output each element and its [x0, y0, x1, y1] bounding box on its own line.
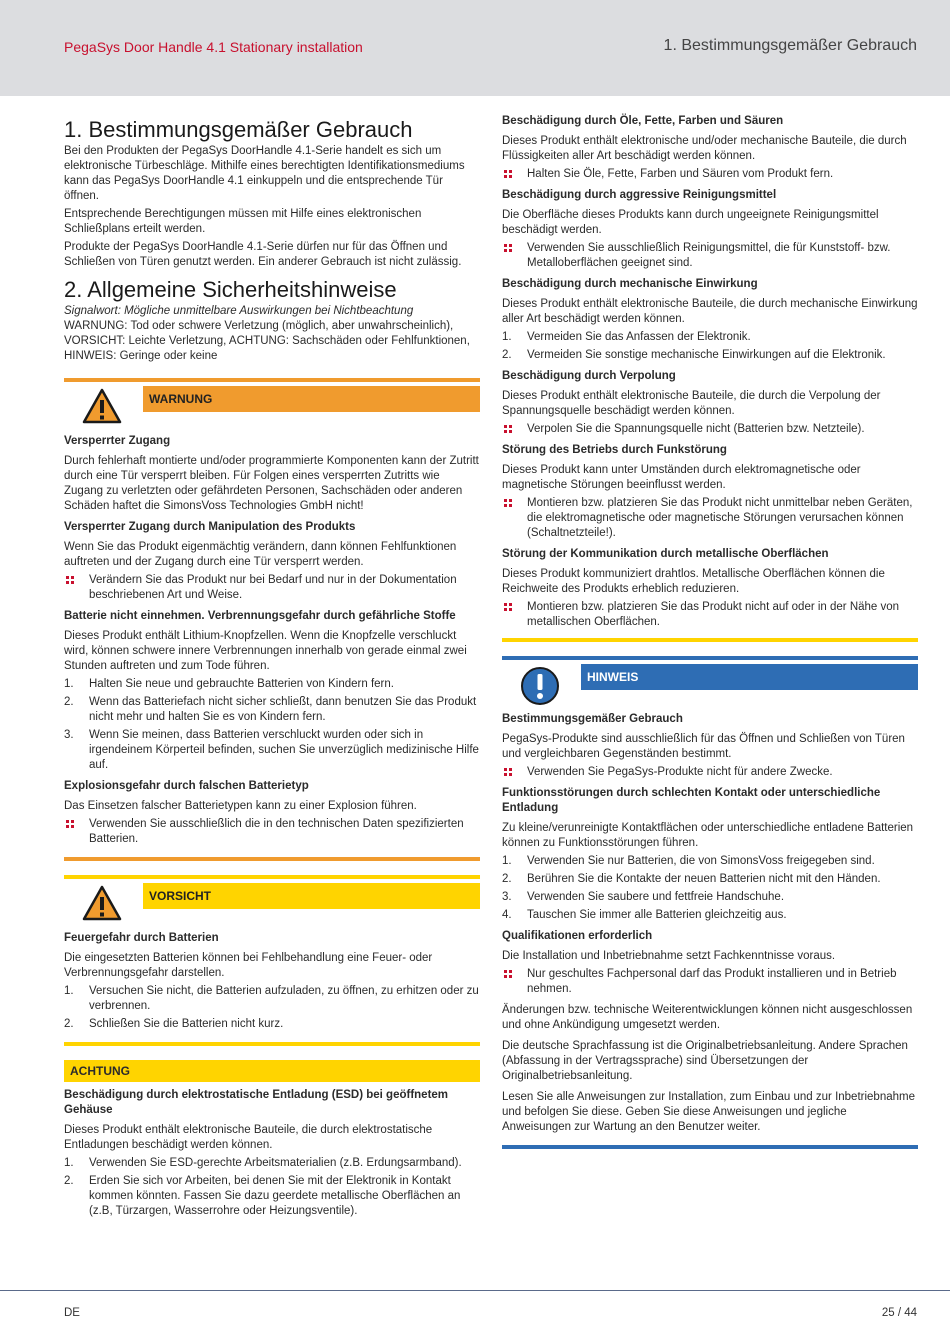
- caution-box-head: [64, 883, 480, 931]
- subheading: Störung des Betriebs durch Funkstörung: [502, 444, 727, 456]
- warning-label: WARNUNG: [143, 386, 480, 412]
- numbered-item: 1. Verwenden Sie nur Batterien, die von SimonsVoss freigegeben sind.: [502, 855, 875, 867]
- paragraph: Dieses Produkt enthält Lithium-Knopfzellen. Wenn die Knopfzelle verschluckt wird, können schwere innere Verbrennungen innerhalb von gerade einmal zwei Stunden auftreten und zum Tode führen.: [64, 630, 467, 672]
- caution-triangle-icon: [64, 883, 143, 921]
- hint-box-head: [502, 664, 918, 712]
- paragraph: Wenn Sie das Produkt eigenmächtig verändern, dann können Fehlfunktionen auftreten und der Zugang durch eine Tür versperrt werden.: [64, 541, 457, 568]
- footer-divider: [0, 1290, 950, 1291]
- bullet-marker-icon: [502, 422, 527, 437]
- subheading: Explosionsgefahr durch falschen Batterietyp: [64, 780, 309, 792]
- numbered-item: 1. Vermeiden Sie das Anfassen der Elektronik.: [502, 331, 751, 343]
- numbered-item: 3. Wenn Sie meinen, dass Batterien verschluckt wurden oder sich in irgendeinem Körperteil befinden, suchen Sie unverzüglich medizinische Hilfe auf.: [64, 729, 479, 771]
- subheading: Beschädigung durch Verpolung: [502, 370, 676, 382]
- footer-language: DE: [64, 1307, 80, 1319]
- subheading: Beschädigung durch Öle, Fette, Farben und Säuren: [502, 115, 784, 127]
- subheading: Feuergefahr durch Batterien: [64, 932, 219, 944]
- bullet-marker-icon: [502, 765, 527, 780]
- numbered-item: 2. Schließen Sie die Batterien nicht kurz.: [64, 1018, 284, 1030]
- paragraph: Das Einsetzen falscher Batterietypen kann zu einer Explosion führen.: [64, 800, 417, 812]
- bullet-item: Montieren bzw. platzieren Sie das Produkt nicht auf oder in der Nähe von metallischen Oberflächen.: [502, 600, 918, 630]
- bullet-marker-icon: [502, 496, 527, 541]
- subheading: Qualifikationen erforderlich: [502, 930, 653, 942]
- subheading: Beschädigung durch mechanische Einwirkung: [502, 278, 758, 290]
- right-column: [502, 114, 918, 1149]
- paragraph: Dieses Produkt kommuniziert drahtlos. Metallische Oberflächen können die Reichweite des Produkts erheblich reduzieren.: [502, 568, 885, 595]
- subheading: Bestimmungsgemäßer Gebrauch: [502, 713, 683, 725]
- numbered-item: 1. Versuchen Sie nicht, die Batterien aufzuladen, zu öffnen, zu erhitzen oder zu verbrennen.: [64, 985, 479, 1012]
- notice-box: [64, 1060, 480, 1219]
- numbered-item: 2. Erden Sie sich vor Arbeiten, bei denen Sie mit der Elektronik in Kontakt kommen könnten. Fassen Sie dazu geerdete metallische Oberflächen an (z.B, Türzargen, Wasserrohre oder Heizungsventile).: [64, 1175, 461, 1217]
- bullet-item: Nur geschultes Fachpersonal darf das Produkt installieren und in Betrieb nehmen.: [502, 967, 918, 997]
- paragraph: Änderungen bzw. technische Weiterentwicklungen können nicht ausgeschlossen und ohne Ankündigung umgesetzt werden.: [502, 1004, 913, 1031]
- section-title-safety: 2. Allgemeine Sicherheitshinweise: [64, 277, 397, 302]
- subheading: Funktionsstörungen durch schlechten Kontakt oder unterschiedliche Entladung: [502, 787, 881, 814]
- bullet-marker-icon: [64, 573, 89, 603]
- subheading: Versperrter Zugang durch Manipulation des Produkts: [64, 521, 356, 533]
- subheading: Beschädigung durch aggressive Reinigungsmittel: [502, 189, 777, 201]
- subheading: Versperrter Zugang: [64, 435, 171, 447]
- bullet-marker-icon: [64, 817, 89, 847]
- info-exclamation-icon: [502, 664, 581, 706]
- hint-top-bar: [502, 656, 918, 660]
- paragraph: Dieses Produkt enthält elektronische Bauteile, die durch mechanische Einwirkung aller Art beschädigt werden können.: [502, 298, 918, 325]
- footer-page-number: 25 / 44: [881, 1307, 917, 1319]
- page-header: [0, 0, 950, 96]
- bullet-item: Verwenden Sie ausschließlich Reinigungsmittel, die für Kunststoff- bzw. Metalloberflächen geeignet sind.: [502, 241, 918, 271]
- paragraph: Die Oberfläche dieses Produkts kann durch ungeeignete Reinigungsmittel beschädigt werden.: [502, 209, 879, 236]
- notice-bottom-bar: [502, 638, 918, 642]
- bullet-item: Verändern Sie das Produkt nur bei Bedarf und nur in der Dokumentation beschriebenen Art und Weise.: [64, 573, 480, 603]
- signal-word-caption: Signalwort: Mögliche unmittelbare Auswirkungen bei Nichtbeachtung: [64, 305, 414, 317]
- paragraph: Zu kleine/verunreinigte Kontaktflächen oder unterschiedliche entladene Batterien können zu Funktionsstörungen führen.: [502, 822, 914, 849]
- caution-bottom-bar: [64, 1042, 480, 1046]
- numbered-item: 2. Berühren Sie die Kontakte der neuen Batterien nicht mit den Händen.: [502, 873, 881, 885]
- caution-top-bar: [64, 875, 480, 879]
- subheading: Störung der Kommunikation durch metallische Oberflächen: [502, 548, 829, 560]
- hint-label: HINWEIS: [581, 664, 918, 690]
- bullet-marker-icon: [502, 967, 527, 997]
- warning-triangle-icon: [64, 386, 143, 424]
- caution-label: VORSICHT: [143, 883, 480, 909]
- subheading: Batterie nicht einnehmen. Verbrennungsgefahr durch gefährliche Stoffe: [64, 610, 456, 622]
- caution-box: [64, 875, 480, 1046]
- paragraph: Dieses Produkt enthält elektronische und/oder mechanische Bauteile, die durch Flüssigkeiten aller Art beschädigt werden können.: [502, 135, 907, 162]
- numbered-item: 1. Halten Sie neue und gebrauchte Batterien von Kindern fern.: [64, 678, 394, 690]
- numbered-item: 3. Verwenden Sie saubere und fettfreie Handschuhe.: [502, 891, 785, 903]
- paragraph: Dieses Produkt enthält elektronische Bauteile, die durch die Verpolung der Spannungsquelle beschädigt werden können.: [502, 390, 881, 417]
- subheading: Beschädigung durch elektrostatische Entladung (ESD) bei geöffnetem Gehäuse: [64, 1089, 449, 1116]
- numbered-item: 2. Wenn das Batteriefach nicht sicher schließt, dann benutzen Sie das Produkt nicht mehr und halten Sie es von Kindern fern.: [64, 696, 477, 723]
- bullet-item: Montieren bzw. platzieren Sie das Produkt nicht unmittelbar neben Geräten, die elektromagnetische oder magnetische Störungen verursachen können (Schaltnetzteile!).: [502, 496, 918, 541]
- bullet-item: Verwenden Sie PegaSys-Produkte nicht für andere Zwecke.: [502, 765, 918, 780]
- paragraph: Durch fehlerhaft montierte und/oder programmierte Komponenten kann der Zutritt durch eine Tür versperrt bleiben. Für Folgen eines versperrten Zutritts wie Zugang zu verletzten oder gefährdeten Personen, Sachschäden oder anderen Schäden haftet die SimonsVoss Technologies GmbH nicht!: [64, 455, 479, 512]
- warning-top-bar: [64, 378, 480, 382]
- section-title-intended-use: 1. Bestimmungsgemäßer Gebrauch: [64, 117, 413, 142]
- hint-bottom-bar: [502, 1145, 918, 1149]
- paragraph: Die Installation und Inbetriebnahme setzt Fachkenntnisse voraus.: [502, 950, 836, 962]
- paragraph: Produkte der PegaSys DoorHandle 4.1-Serie dürfen nur für das Öffnen und Schließen von Türen genutzt werden. Ein anderer Gebrauch ist nicht zulässig.: [64, 241, 462, 268]
- bullet-marker-icon: [502, 167, 527, 182]
- bullet-item: Halten Sie Öle, Fette, Farben und Säuren vom Produkt fern.: [502, 167, 918, 182]
- numbered-item: 1. Verwenden Sie ESD-gerechte Arbeitsmaterialien (z.B. Erdungsarmband).: [64, 1157, 462, 1169]
- paragraph: Lesen Sie alle Anweisungen zur Installation, zum Einbau und zur Inbetriebnahme und befolgen Sie diese. Geben Sie diese Anweisungen und jegliche Anweisungen zur Wartung an den Benutzer weiter.: [502, 1091, 915, 1133]
- paragraph: Dieses Produkt enthält elektronische Bauteile, die durch elektrostatische Entladungen beschädigt werden können.: [64, 1124, 433, 1151]
- bullet-item: Verpolen Sie die Spannungsquelle nicht (Batterien bzw. Netzteile).: [502, 422, 918, 437]
- left-column: [64, 112, 480, 1222]
- warning-box: [64, 378, 480, 861]
- signal-word-levels: WARNUNG: Tod oder schwere Verletzung (möglich, aber unwahrscheinlich), VORSICHT: Leichte Verletzung, ACHTUNG: Sachschäden oder Fehlfunktionen, HINWEIS: Geringe oder keine: [64, 320, 470, 362]
- numbered-item: 4. Tauschen Sie immer alle Batterien gleichzeitig aus.: [502, 909, 787, 921]
- bullet-marker-icon: [502, 241, 527, 271]
- header-chapter: 1. Bestimmungsgemäßer Gebrauch: [663, 37, 917, 54]
- paragraph: Entsprechende Berechtigungen müssen mit Hilfe eines elektronischen Schließplans erteilt werden.: [64, 208, 422, 235]
- paragraph: Bei den Produkten der PegaSys DoorHandle 4.1-Serie handelt es sich um elektronische Türbeschläge. Mithilfe eines berechtigten Identifikationsmediums kann das PegaSys DoorHandle 4.1 einkuppeln und die entsprechende Tür öffnen.: [64, 145, 465, 202]
- notice-label: ACHTUNG: [64, 1060, 480, 1082]
- warning-bottom-bar: [64, 857, 480, 861]
- bullet-item: Verwenden Sie ausschließlich die in den technischen Daten spezifizierten Batterien.: [64, 817, 480, 847]
- bullet-marker-icon: [502, 600, 527, 630]
- paragraph: Dieses Produkt kann unter Umständen durch elektromagnetische oder magnetische Störungen beeinflusst werden.: [502, 464, 861, 491]
- header-doc-title: PegaSys Door Handle 4.1 Stationary installation: [64, 39, 363, 55]
- numbered-item: 2. Vermeiden Sie sonstige mechanische Einwirkungen auf die Elektronik.: [502, 349, 886, 361]
- hint-box: [502, 656, 918, 1149]
- paragraph: Die eingesetzten Batterien können bei Fehlbehandlung eine Feuer- oder Verbrennungsgefahr darstellen.: [64, 952, 433, 979]
- paragraph: Die deutsche Sprachfassung ist die Originalbetriebsanleitung. Andere Sprachen (Abfassung in der Vertragssprache) sind Übersetzungen der Originalbetriebsanleitung.: [502, 1040, 908, 1082]
- paragraph: PegaSys-Produkte sind ausschließlich für das Öffnen und Schließen von Türen und vergleichbaren Gegenständen bestimmt.: [502, 733, 905, 760]
- warning-box-head: [64, 386, 480, 434]
